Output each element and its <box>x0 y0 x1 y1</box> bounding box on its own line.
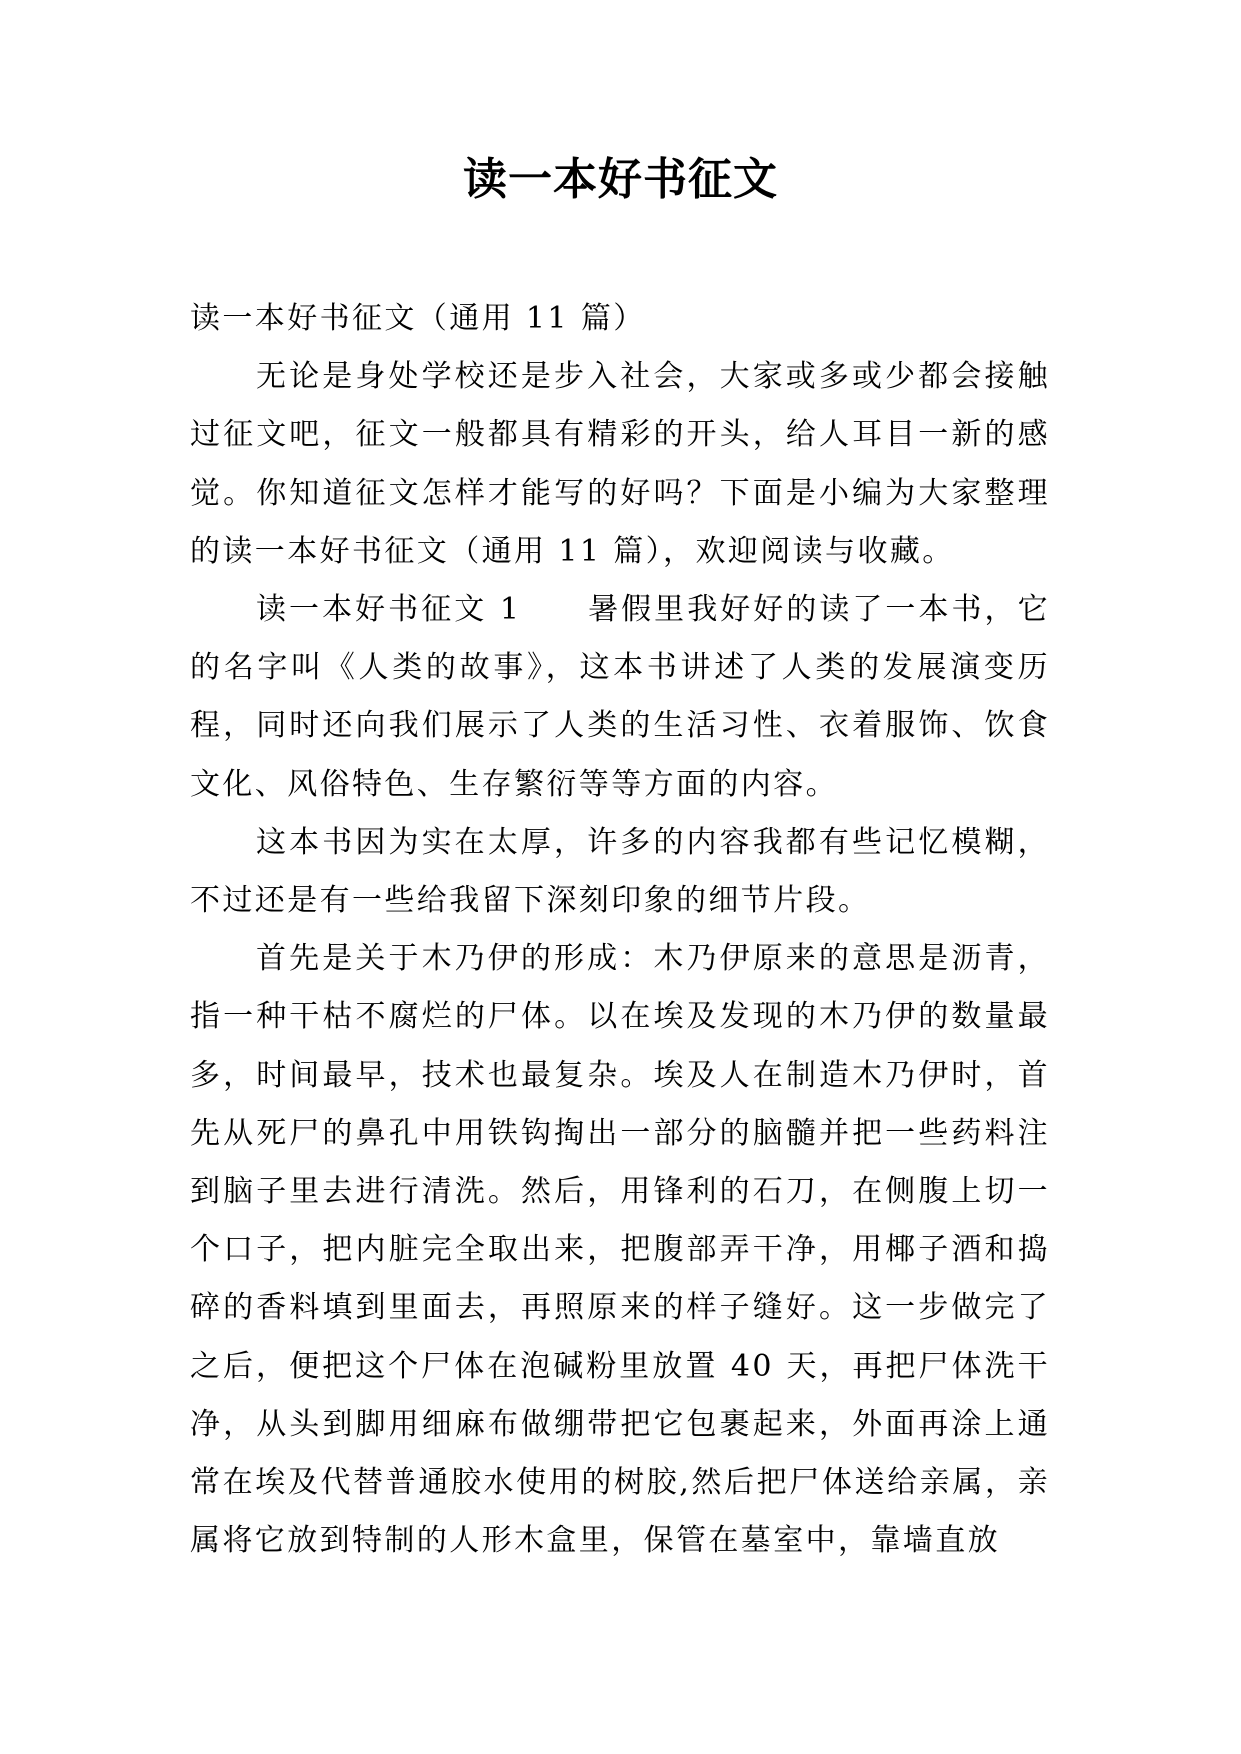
paragraph-intro: 无论是身处学校还是步入社会，大家或多或少都会接触过征文吧，征文一般都具有精彩的开头，给人耳目一新的感觉。你知道征文怎样才能写的好吗？下面是小编为大家整理的读一本好书征文（通用 11 篇），欢迎阅读与收藏。 <box>190 359 1050 569</box>
document-body <box>190 290 1050 1570</box>
document-title: 读一本好书征文 <box>463 154 778 205</box>
paragraph-memory: 这本书因为实在太厚，许多的内容我都有些记忆模糊，不过还是有一些给我留下深刻印象的细节片段。 <box>190 824 1050 919</box>
document-subtitle: 读一本好书征文（通用 11 篇） <box>190 301 646 336</box>
paragraph-essay-1: 读一本好书征文 1 暑假里我好好的读了一本书，它的名字叫《人类的故事》，这本书讲述了人类的发展演变历程，同时还向我们展示了人类的生活习性、衣着服饰、饮食文化、风俗特色、生存繁衍等等方面的内容。 <box>190 592 1050 802</box>
paragraph-mummy: 首先是关于木乃伊的形成：木乃伊原来的意思是沥青，指一种干枯不腐烂的尸体。以在埃及发现的木乃伊的数量最多，时间最早，技术也最复杂。埃及人在制造木乃伊时，首先从死尸的鼻孔中用铁钩掏出一部分的脑髓并把一些药料注到脑子里去进行清洗。然后，用锋利的石刀，在侧腹上切一个口子，把内脏完全取出来，把腹部弄干净，用椰子酒和捣碎的香料填到里面去，再照原来的样子缝好。这一步做完了之后，便把这个尸体在泡碱粉里放置 40 天，再把尸体洗干净，从头到脚用细麻布做绷带把它包裹起来，外面再涂上通常在埃及代替普通胶水使用的树胶,然后把尸体送给亲属，亲属将它放到特制的人形木盒里，保管在墓室中，靠墙直放 <box>190 941 1050 1559</box>
